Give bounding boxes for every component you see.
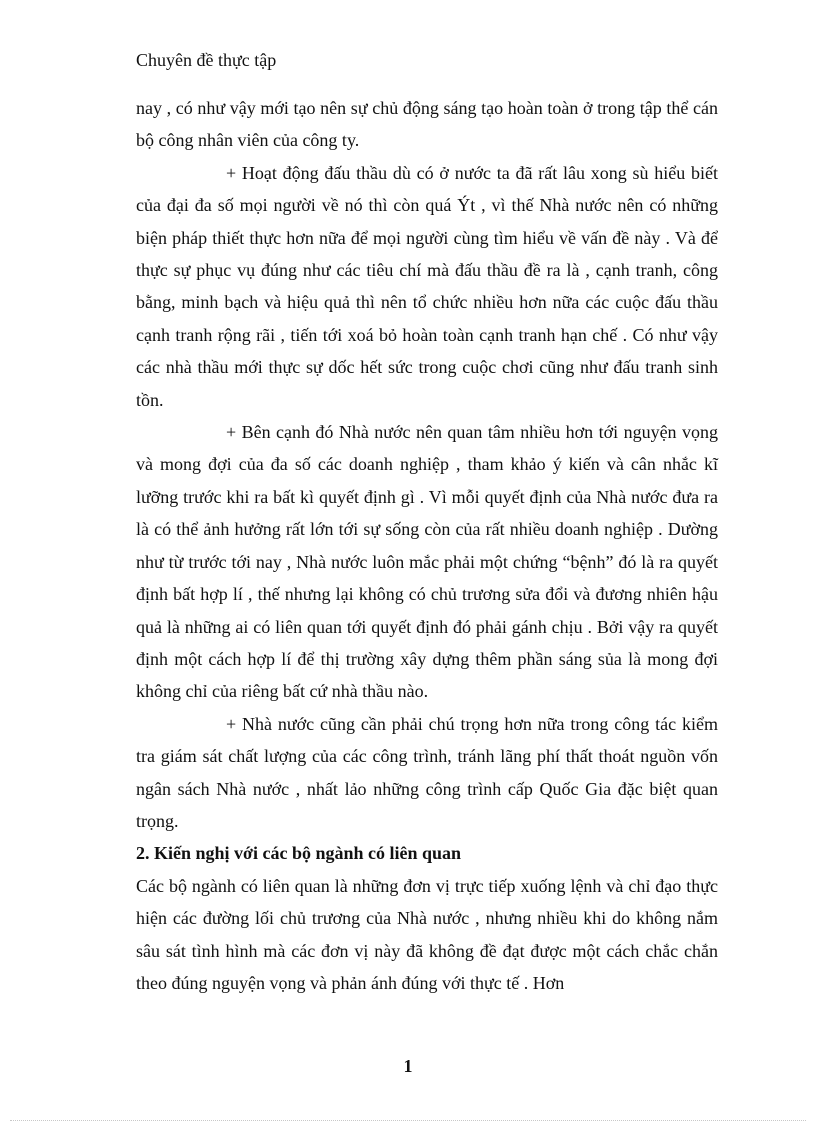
- document-body: [136, 92, 718, 999]
- section-paragraph: Các bộ ngành có liên quan là những đơn vị trực tiếp xuống lệnh và chỉ đạo thực hiện các đường lối chủ trương của Nhà nước , nhưng nhiều khi do không nắm sâu sát tình hình mà các đơn vị này đã không đề đạt được một cách chắc chắn theo đúng nguyện vọng và phản ánh đúng với thực tế . Hơn: [136, 875, 718, 993]
- paragraph-bidding-awareness: + Hoạt động đấu thầu dù có ở nước ta đã rất lâu xong sù hiểu biết của đại đa số mọi người về nó thì còn quá Ýt , vì thế Nhà nước nên có những biện pháp thiết thực hơn nữa để mọi người cùng tìm hiểu về vấn đề này . Và để thực sự phục vụ đúng như các tiêu chí mà đấu thầu đề ra là , cạnh tranh, công bằng, minh bạch và hiệu quả thì nên tổ chức nhiều hơn nữa các cuộc đấu thầu cạnh tranh rộng rãi , tiến tới xoá bỏ hoàn toàn cạnh tranh hạn chế . Có như vậy các nhà thầu mới thực sự dốc hết sức trong cuộc chơi cũng như đấu tranh sinh tồn.: [136, 162, 718, 410]
- paragraph-continuation: nay , có như vậy mới tạo nên sự chủ động sáng tạo hoàn toàn ở trong tập thể cán bộ công nhân viên của công ty.: [136, 98, 718, 151]
- paragraph-quality-supervision: + Nhà nước cũng cần phải chú trọng hơn nữa trong công tác kiểm tra giám sát chất lượng của các công trình, tránh lãng phí thất thoát nguồn vốn ngân sách Nhà nước , nhất lảo những công trình cấp Quốc Gia đặc biệt quan trọng.: [136, 713, 718, 831]
- paragraph-business-expectations: + Bên cạnh đó Nhà nước nên quan tâm nhiều hơn tới nguyện vọng và mong đợi của đa số các doanh nghiệp , tham khảo ý kiến và cân nhắc kĩ lưỡng trước khi ra bất kì quyết định gì . Vì mỗi quyết định của Nhà nước đưa ra là có thể ảnh hưởng rất lớn tới sự sống còn của rất nhiều doanh nghiệp . Dường như từ trước tới nay , Nhà nước luôn mắc phải một chứng “bệnh” đó là ra quyết định bất hợp lí , thế nhưng lại không có chủ trương sửa đổi và đương nhiên hậu quả là những ai có liên quan tới quyết định đó phải gánh chịu . Bởi vậy ra quyết định một cách hợp lí để thị trường xây dựng thêm phần sáng sủa là mong đợi không chỉ của riêng bất cứ nhà thầu nào.: [136, 422, 718, 702]
- page-number: 1: [403, 1056, 413, 1076]
- page-bottom-edge: [10, 1120, 806, 1121]
- section-heading: 2. Kiến nghị với các bộ ngành có liên quan: [136, 843, 462, 864]
- page-header-title: Chuyên đề thực tập: [136, 50, 277, 70]
